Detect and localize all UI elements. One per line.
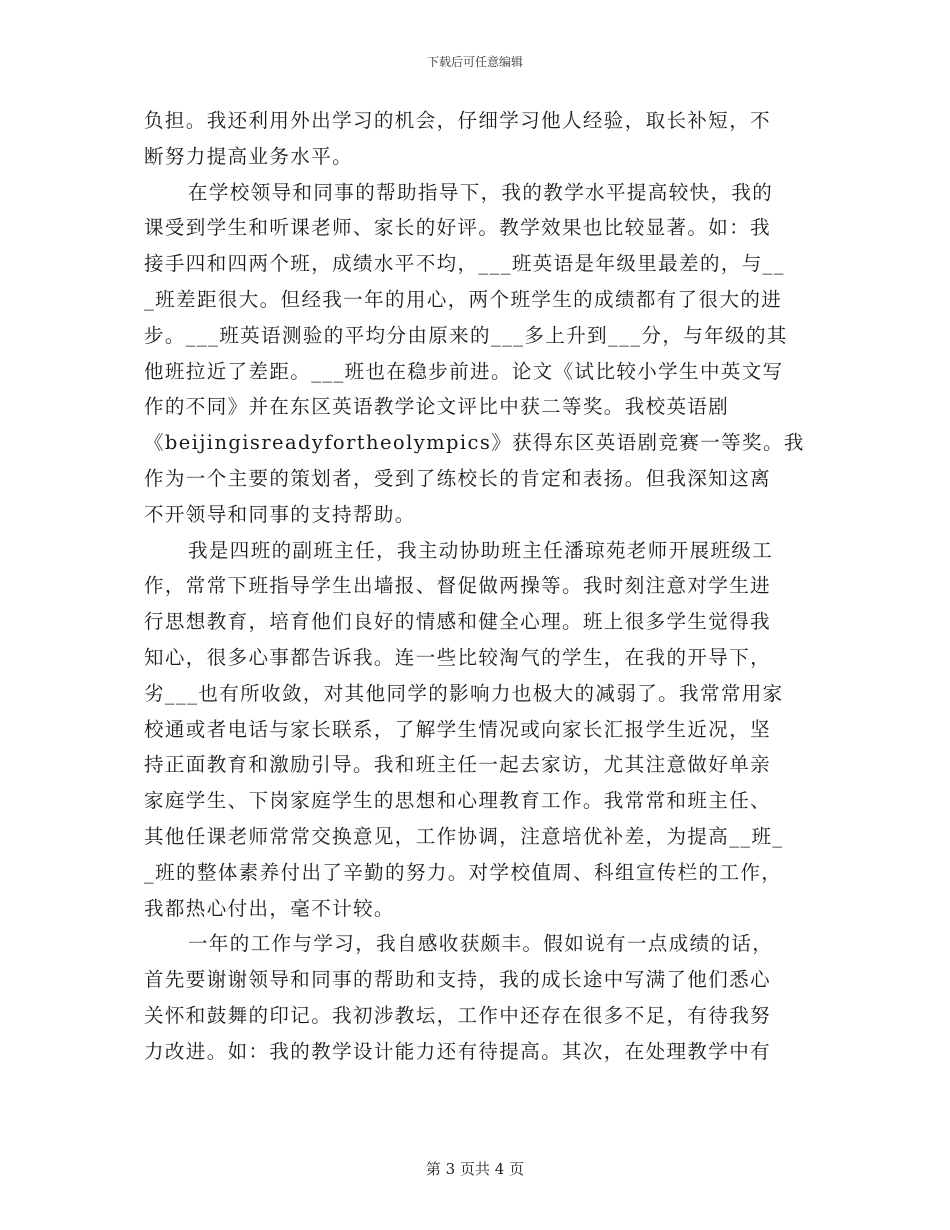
paragraph-1 — [144, 103, 804, 175]
text-line: _班的整体素养付出了辛勤的努力。对学校值周、科组宣传栏的工作， — [144, 860, 783, 884]
text-line: 行思想教育，培育他们良好的情感和健全心理。班上很多学生觉得我 — [144, 610, 772, 634]
text-line: 力改进。如：我的教学设计能力还有待提高。其次，在处理教学中有 — [144, 1039, 772, 1063]
text-line: 接手四和四两个班，成绩水平不均，___班英语是年级里最差的，与__ — [144, 252, 785, 276]
document-body — [144, 103, 804, 1070]
text-line: 一年的工作与学习，我自感收获颇丰。假如说有一点成绩的话， — [188, 932, 774, 956]
text-line: 负担。我还利用外出学习的机会，仔细学习他人经验，取长补短，不 — [144, 109, 772, 132]
text-line: 校通或者电话与家长联系，了解学生情况或向家长汇报学生近况，坚 — [144, 717, 772, 741]
page-footer: 第 3 页共 4 页 — [425, 1160, 525, 1178]
text-line: 关怀和鼓舞的印记。我初涉教坛，工作中还存在很多不足，有待我努 — [144, 1003, 772, 1027]
text-line: 我是四班的副班主任，我主动协助班主任潘琼苑老师开展班级工 — [188, 538, 774, 562]
text-line: 作的不同》并在东区英语教学论文评比中获二等奖。我校英语剧 — [144, 395, 730, 419]
page-header: 下载后可任意编辑 — [426, 55, 523, 69]
paragraph-2 — [144, 175, 804, 533]
text-line: 他班拉近了差距。___班也在稳步前进。论文《试比较小学生中英文写 — [144, 359, 784, 383]
text-line: 其他任课老师常常交换意见，工作协调，注意培优补差，为提高__班_ — [144, 824, 784, 848]
text-line: 《beijingisreadyfortheolympics》获得东区英语剧竞赛一等奖。我 — [144, 431, 805, 455]
paragraph-3 — [144, 533, 804, 927]
text-line: 步。___班英语测验的平均分由原来的___多上升到___分，与年级的其 — [144, 323, 788, 347]
text-line: 不开领导和同事的支持帮助。 — [144, 502, 416, 526]
text-line: 劣___也有所收敛，对其他同学的影响力也极大的减弱了。我常常用家 — [144, 681, 784, 705]
text-line: 持正面教育和激励引导。我和班主任一起去家访，尤其注意做好单亲 — [144, 753, 772, 777]
text-line: 作，常常下班指导学生出墙报、督促做两操等。我时刻注意对学生进 — [144, 574, 772, 598]
text-line: 在学校领导和同事的帮助指导下，我的教学水平提高较快，我的 — [188, 180, 774, 204]
text-line: 断努力提高业务水平。 — [144, 144, 354, 168]
text-line: _班差距很大。但经我一年的用心，两个班学生的成绩都有了很大的进 — [144, 287, 783, 311]
text-line: 家庭学生、下岗家庭学生的思想和心理教育工作。我常常和班主任、 — [144, 789, 772, 813]
text-line: 课受到学生和听课老师、家长的好评。教学效果也比较显著。如：我 — [144, 216, 772, 240]
text-line: 作为一个主要的策划者，受到了练校长的肯定和表扬。但我深知这离 — [144, 466, 772, 490]
text-line: 首先要谢谢领导和同事的帮助和支持，我的成长途中写满了他们悉心 — [144, 968, 772, 992]
paragraph-4 — [144, 926, 804, 1069]
text-line: 知心，很多心事都告诉我。连一些比较淘气的学生，在我的开导下， — [144, 645, 772, 669]
text-line: 我都热心付出，毫不计较。 — [144, 896, 395, 920]
